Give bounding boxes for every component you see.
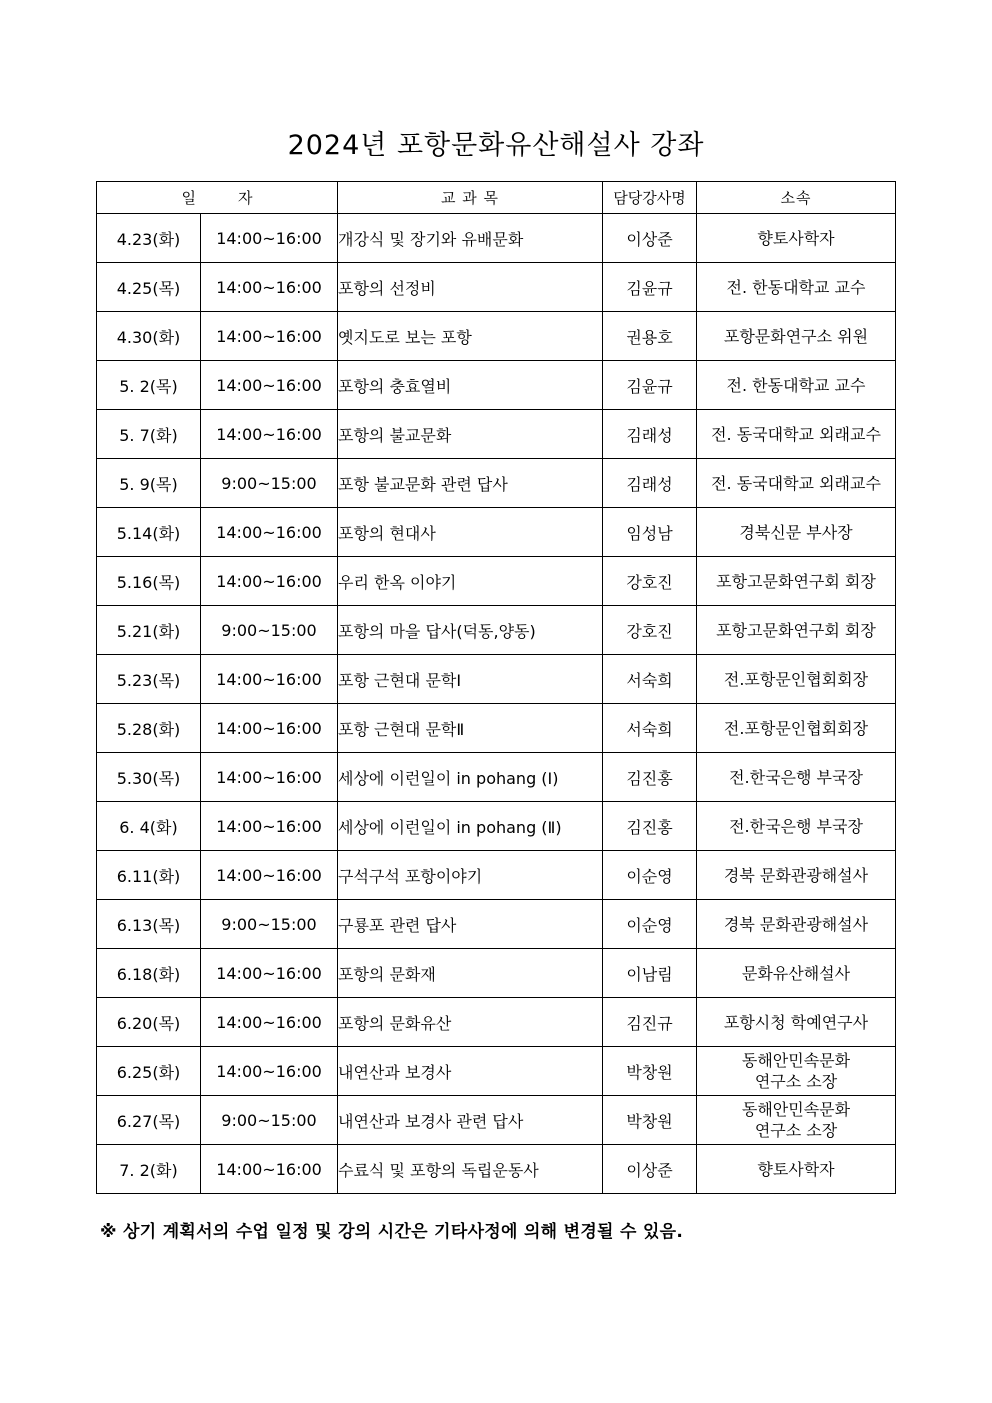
cell-affiliation [697,1096,896,1145]
cell-course: 우리 한옥 이야기 [338,557,603,606]
cell-affiliation [697,655,896,704]
header-course: 교 과 목 [338,182,603,214]
lecture-schedule-table [96,181,896,1194]
cell-time: 14:00~16:00 [201,802,338,851]
cell-date: 6.18(화) [97,949,201,998]
cell-affiliation [697,557,896,606]
cell-affiliation [697,753,896,802]
cell-date: 5. 9(목) [97,459,201,508]
cell-affiliation [697,214,896,263]
affiliation-line: 포항시청 학예연구사 [723,1012,869,1032]
cell-time: 9:00~15:00 [201,900,338,949]
cell-time: 14:00~16:00 [201,1145,338,1194]
schedule-change-note: ※ 상기 계획서의 수업 일정 및 강의 시간은 기타사정에 의해 변경될 수 있음. [100,1222,684,1242]
cell-instructor: 이순영 [603,900,697,949]
affiliation-line: 전. 한동대학교 교수 [726,375,866,395]
cell-course: 수료식 및 포항의 독립운동사 [338,1145,603,1194]
cell-date: 6.25(화) [97,1047,201,1096]
cell-course: 포항 근현대 문학Ⅱ [338,704,603,753]
header-date [97,182,338,214]
cell-course: 포항의 문화재 [338,949,603,998]
cell-affiliation [697,459,896,508]
cell-affiliation [697,263,896,312]
affiliation-line: 전.한국은행 부국장 [729,767,863,787]
cell-instructor: 서숙희 [603,655,697,704]
table-row [97,557,896,606]
header-instructor: 담당강사명 [603,182,697,214]
cell-time: 14:00~16:00 [201,998,338,1047]
cell-instructor: 강호진 [603,557,697,606]
header-date-char-1: 일 [181,189,196,207]
cell-course: 포항의 문화유산 [338,998,603,1047]
cell-affiliation [697,410,896,459]
cell-affiliation [697,312,896,361]
table-row [97,1096,896,1145]
affiliation-line: 포항문화연구소 위원 [723,326,869,346]
cell-course: 포항의 현대사 [338,508,603,557]
cell-affiliation [697,508,896,557]
affiliation-line: 포항고문화연구회 회장 [716,571,876,591]
cell-affiliation [697,606,896,655]
cell-time: 9:00~15:00 [201,1096,338,1145]
table-row [97,459,896,508]
table-row [97,949,896,998]
cell-instructor: 권용호 [603,312,697,361]
cell-instructor: 김진홍 [603,753,697,802]
cell-time: 14:00~16:00 [201,557,338,606]
affiliation-line: 경북 문화관광해설사 [723,865,869,885]
cell-course: 포항의 마을 답사(덕동,양동) [338,606,603,655]
cell-instructor: 박창원 [603,1096,697,1145]
table-row [97,1047,896,1096]
cell-instructor: 서숙희 [603,704,697,753]
page-title: 2024년 포항문화유산해설사 강좌 [287,130,705,161]
table-row [97,606,896,655]
table-row [97,361,896,410]
affiliation-line: 문화유산해설사 [741,963,851,983]
cell-affiliation [697,802,896,851]
cell-instructor: 김래성 [603,410,697,459]
cell-date: 5.30(목) [97,753,201,802]
cell-time: 14:00~16:00 [201,410,338,459]
cell-course: 포항 불교문화 관련 답사 [338,459,603,508]
cell-date: 5.16(목) [97,557,201,606]
cell-instructor: 임성남 [603,508,697,557]
cell-course: 내연산과 보경사 [338,1047,603,1096]
cell-affiliation [697,949,896,998]
cell-course: 세상에 이런일이 in pohang (Ⅱ) [338,802,603,851]
cell-instructor: 이상준 [603,214,697,263]
cell-course: 구석구석 포항이야기 [338,851,603,900]
cell-instructor: 이남림 [603,949,697,998]
table-row [97,851,896,900]
table-row [97,704,896,753]
cell-time: 14:00~16:00 [201,655,338,704]
cell-instructor: 강호진 [603,606,697,655]
affiliation-line: 전. 한동대학교 교수 [726,277,866,297]
table-row [97,1145,896,1194]
cell-instructor: 김윤규 [603,263,697,312]
cell-instructor: 박창원 [603,1047,697,1096]
affiliation-line: 경북신문 부사장 [739,522,853,542]
affiliation-line: 향토사학자 [757,1159,835,1179]
cell-date: 4.30(화) [97,312,201,361]
cell-affiliation [697,1145,896,1194]
cell-affiliation [697,900,896,949]
cell-affiliation [697,361,896,410]
table-row [97,900,896,949]
cell-date: 5. 2(목) [97,361,201,410]
cell-time: 14:00~16:00 [201,312,338,361]
affiliation-line: 동해안민속문화 [741,1100,851,1119]
table-row [97,753,896,802]
affiliation-line: 전.포항문인협회회장 [723,718,869,738]
cell-course: 내연산과 보경사 관련 답사 [338,1096,603,1145]
cell-affiliation [697,1047,896,1096]
cell-instructor: 이상준 [603,1145,697,1194]
affiliation-line: 연구소 소장 [754,1072,838,1091]
cell-date: 5.23(목) [97,655,201,704]
cell-date: 5.28(화) [97,704,201,753]
cell-date: 6. 4(화) [97,802,201,851]
cell-time: 14:00~16:00 [201,1047,338,1096]
cell-course: 개강식 및 장기와 유배문화 [338,214,603,263]
header-date-char-2: 자 [238,189,253,207]
cell-time: 14:00~16:00 [201,851,338,900]
cell-time: 14:00~16:00 [201,753,338,802]
cell-time: 14:00~16:00 [201,704,338,753]
cell-course: 옛지도로 보는 포항 [338,312,603,361]
cell-course: 세상에 이런일이 in pohang (Ⅰ) [338,753,603,802]
cell-instructor: 김진홍 [603,802,697,851]
affiliation-line: 전. 동국대학교 외래교수 [711,473,881,493]
cell-time: 14:00~16:00 [201,949,338,998]
cell-instructor: 김윤규 [603,361,697,410]
affiliation-line: 전. 동국대학교 외래교수 [711,424,881,444]
cell-course: 포항의 충효열비 [338,361,603,410]
cell-affiliation [697,704,896,753]
cell-course: 포항의 불교문화 [338,410,603,459]
cell-time: 14:00~16:00 [201,214,338,263]
cell-date: 6.11(화) [97,851,201,900]
table-row [97,263,896,312]
cell-date: 5.21(화) [97,606,201,655]
table-row [97,312,896,361]
affiliation-line: 포항고문화연구회 회장 [716,620,876,640]
cell-instructor: 이순영 [603,851,697,900]
affiliation-line: 향토사학자 [757,228,835,248]
cell-time: 14:00~16:00 [201,508,338,557]
cell-instructor: 김래성 [603,459,697,508]
cell-date: 5. 7(화) [97,410,201,459]
table-header-row [97,182,896,214]
affiliation-line: 동해안민속문화 [741,1051,851,1070]
affiliation-line: 경북 문화관광해설사 [723,914,869,934]
cell-course: 구룡포 관련 답사 [338,900,603,949]
header-affiliation: 소속 [697,182,896,214]
cell-course: 포항의 선정비 [338,263,603,312]
table-row [97,655,896,704]
cell-date: 7. 2(화) [97,1145,201,1194]
cell-instructor: 김진규 [603,998,697,1047]
table-row [97,802,896,851]
cell-affiliation [697,998,896,1047]
cell-time: 14:00~16:00 [201,263,338,312]
cell-date: 5.14(화) [97,508,201,557]
table-row [97,214,896,263]
cell-time: 9:00~15:00 [201,459,338,508]
table-body [97,214,896,1194]
affiliation-line: 전.한국은행 부국장 [729,816,863,836]
cell-affiliation [697,851,896,900]
cell-time: 14:00~16:00 [201,361,338,410]
table-row [97,508,896,557]
cell-course: 포항 근현대 문학Ⅰ [338,655,603,704]
cell-date: 6.20(목) [97,998,201,1047]
cell-date: 4.25(목) [97,263,201,312]
table-row [97,410,896,459]
cell-date: 6.13(목) [97,900,201,949]
cell-date: 6.27(목) [97,1096,201,1145]
table-row [97,998,896,1047]
affiliation-line: 연구소 소장 [754,1121,838,1140]
cell-time: 9:00~15:00 [201,606,338,655]
affiliation-line: 전.포항문인협회회장 [723,669,869,689]
cell-date: 4.23(화) [97,214,201,263]
